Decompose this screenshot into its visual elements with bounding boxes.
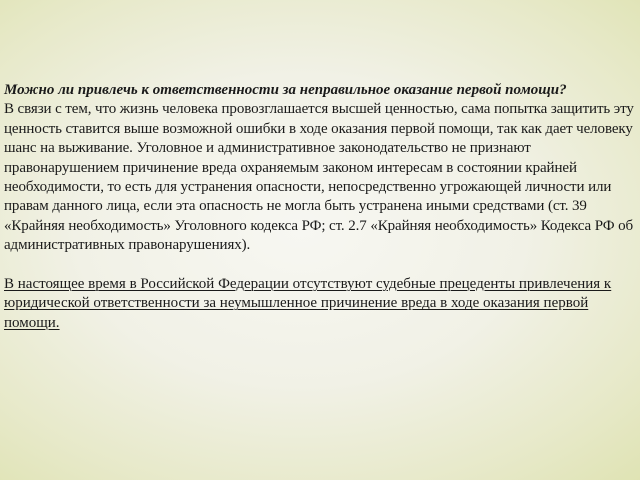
conclusion-paragraph: В настоящее время в Российской Федерации отсутствуют судебные прецеденты привлечения к юридической ответственности за неумышленное причинение вреда в ходе оказания первой помощи.	[4, 276, 612, 331]
text-block	[4, 81, 634, 333]
answer-paragraph: В связи с тем, что жизнь человека провозглашается высшей ценностью, сама попытка защитить эту ценность ставится выше возможной ошибки в ходе оказания первой помощи, так как дает человеку шанс на выживание. Уголовное и административное законодательство не признают правонарушением причинение вреда охраняемым законом интересам в состоянии крайней необходимости, то есть для устранения опасности, непосредственно угрожающей личности или правам данного лица, если эта опасность не могла быть устранена иными средствами (ст. 39 «Крайняя необходимость» Уголовного кодекса РФ; ст. 2.7 «Крайняя необходимость» Кодекса РФ об административных правонарушениях).	[4, 101, 634, 254]
paragraph-spacer	[4, 256, 634, 275]
question-heading: Можно ли привлечь к ответственности за неправильное оказание первой помощи?	[4, 82, 567, 98]
